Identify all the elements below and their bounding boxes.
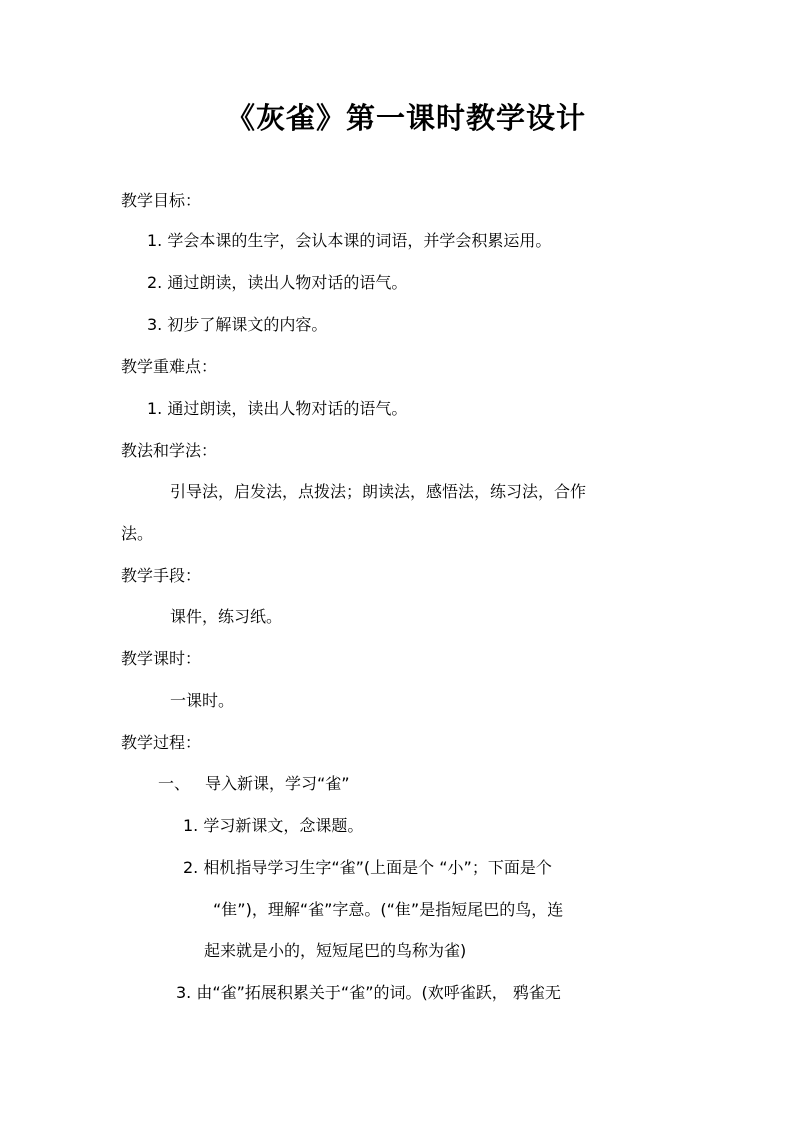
section-1-number: 一、	[158, 774, 191, 793]
methods-text-line-1: 引导法，启发法，点拨法；朗读法，感悟法，练习法，合作	[170, 482, 587, 501]
methods-heading: 教法和学法：	[121, 441, 218, 460]
step-2-line-1: 2. 相机指导学习生字“雀”(上面是个 “小”；下面是个	[183, 858, 552, 877]
step-2-line-2: “隹”)，理解“雀”字意。(“隹”是指短尾巴的鸟，连	[213, 900, 564, 919]
key-points-heading: 教学重难点：	[121, 357, 218, 376]
process-heading: 教学过程：	[121, 733, 202, 752]
periods-heading: 教学课时：	[121, 649, 202, 668]
means-heading: 教学手段：	[121, 566, 202, 585]
document-title: 《灰雀》第一课时教学设计	[225, 101, 586, 135]
section-1-title: 导入新课，学习“雀”	[205, 774, 350, 793]
objective-item-2: 2. 通过朗读，读出人物对话的语气。	[147, 273, 408, 292]
periods-text: 一课时。	[170, 691, 235, 710]
means-text: 课件，练习纸。	[170, 607, 283, 626]
methods-text-line-2: 法。	[121, 524, 154, 543]
step-1: 1. 学习新课文，念课题。	[183, 816, 364, 835]
step-2-line-3: 起来就是小的，短短尾巴的鸟称为雀)	[204, 941, 467, 960]
step-3: 3. 由“雀”拓展积累关于“雀”的词。(欢呼雀跃， 鸦雀无	[176, 983, 561, 1002]
key-point-item-1: 1. 通过朗读，读出人物对话的语气。	[147, 399, 408, 418]
objective-item-1: 1. 学会本课的生字，会认本课的词语，并学会积累运用。	[147, 231, 552, 250]
objective-item-3: 3. 初步了解课文的内容。	[147, 315, 328, 334]
objectives-heading: 教学目标：	[121, 191, 202, 210]
